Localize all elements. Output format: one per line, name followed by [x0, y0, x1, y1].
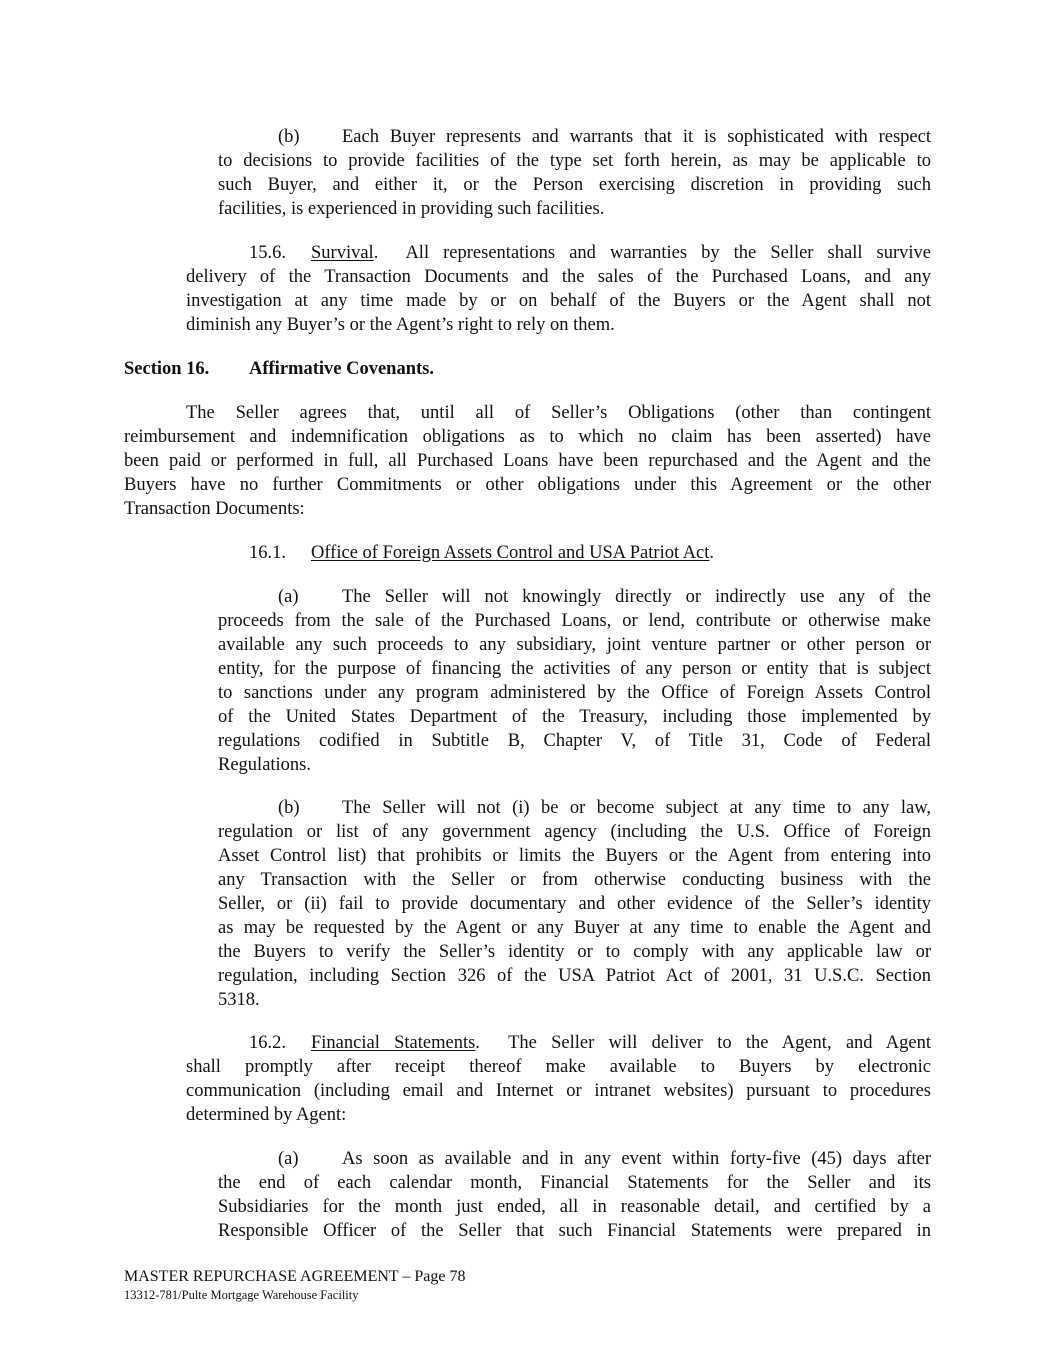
- text-line: to decisions to provide facilities of the type set forth herein, as may be applicable to: [218, 151, 931, 171]
- paragraph: [218, 796, 931, 1012]
- text-line: available any such proceeds to any subsidiary, joint venture partner or other person or: [218, 635, 931, 655]
- text-line: the Buyers to verify the Seller’s identity or to comply with any applicable law or: [218, 942, 931, 962]
- text-line: regulations codified in Subtitle B, Chapter V, of Title 31, Code of Federal: [218, 731, 931, 751]
- text-line: [186, 541, 931, 565]
- section-number: 16.1.: [249, 543, 286, 563]
- paragraph-label: (a): [278, 587, 299, 607]
- text-line: proceeds from the sale of the Purchased Loans, or lend, contribute or otherwise make: [218, 611, 931, 631]
- text-line: Responsible Officer of the Seller that such Financial Statements were prepared in: [218, 1221, 931, 1241]
- line-text: .: [709, 543, 715, 563]
- text-line: shall promptly after receipt thereof make available to Buyers by electronic: [186, 1057, 931, 1077]
- text-line: entity, for the purpose of financing the activities of any person or entity that is subject: [218, 659, 931, 679]
- text-line: determined by Agent:: [186, 1105, 347, 1125]
- line-text: Each Buyer represents and warrants that it is sophisticated with respect: [342, 127, 931, 147]
- text-line: of the United States Department of the Treasury, including those implemented by: [218, 707, 931, 727]
- text-line: facilities, is experienced in providing such facilities.: [218, 199, 605, 219]
- paragraph-label: (b): [278, 127, 300, 147]
- section-number: 16.2.: [249, 1033, 286, 1053]
- line-text: As soon as available and in any event within forty-five (45) days after: [342, 1149, 931, 1169]
- paragraph: [218, 125, 931, 221]
- text-line: Regulations.: [218, 755, 312, 775]
- text-line: Transaction Documents:: [124, 499, 305, 519]
- paragraph: [218, 585, 931, 777]
- subsection-title: Office of Foreign Assets Control and USA Patriot Act: [311, 543, 710, 563]
- line-text: . All representations and warranties by the Seller shall survive: [373, 243, 931, 263]
- text-line: The Seller agrees that, until all of Seller’s Obligations (other than contingent: [186, 403, 931, 423]
- section-title: Affirmative Covenants.: [249, 359, 434, 379]
- paragraph: [186, 541, 931, 565]
- text-line: such Buyer, and either it, or the Person exercising discretion in providing such: [218, 175, 931, 195]
- text-line: [218, 1147, 931, 1171]
- text-line: as may be requested by the Agent or any Buyer at any time to enable the Agent and: [218, 918, 931, 938]
- text-line: reimbursement and indemnification obligations as to which no claim has been asserted) have: [124, 427, 931, 447]
- text-line: the end of each calendar month, Financial Statements for the Seller and its: [218, 1173, 931, 1193]
- text-line: [186, 241, 931, 265]
- text-line: 5318.: [218, 990, 260, 1010]
- subsection-title: Survival: [311, 243, 374, 263]
- text-line: to sanctions under any program administered by the Office of Foreign Assets Control: [218, 683, 931, 703]
- text-line: regulation or list of any government agency (including the U.S. Office of Foreign: [218, 822, 931, 842]
- line-text: The Seller will not (i) be or become subject at any time to any law,: [342, 798, 931, 818]
- paragraph: [186, 241, 931, 337]
- text-line: Seller, or (ii) fail to provide documentary and other evidence of the Seller’s identity: [218, 894, 931, 914]
- footer-title: MASTER REPURCHASE AGREEMENT – Page 78: [124, 1268, 466, 1285]
- text-line: investigation at any time made by or on behalf of the Buyers or the Agent shall not: [186, 291, 931, 311]
- text-line: Asset Control list) that prohibits or limits the Buyers or the Agent from entering into: [218, 846, 931, 866]
- text-line: diminish any Buyer’s or the Agent’s right to rely on them.: [186, 315, 615, 335]
- text-line: Subsidiaries for the month just ended, all in reasonable detail, and certified by a: [218, 1197, 931, 1217]
- text-line: [218, 125, 931, 149]
- paragraph: [186, 1031, 931, 1127]
- section-number: 15.6.: [249, 243, 286, 263]
- text-line: Buyers have no further Commitments or other obligations under this Agreement or the other: [124, 475, 931, 495]
- text-line: [218, 585, 931, 609]
- paragraph: [124, 401, 931, 521]
- text-line: regulation, including Section 326 of the USA Patriot Act of 2001, 31 U.S.C. Section: [218, 966, 931, 986]
- text-line: communication (including email and Internet or intranet websites) pursuant to procedures: [186, 1081, 931, 1101]
- text-line: been paid or performed in full, all Purchased Loans have been repurchased and the Agent and the: [124, 451, 931, 471]
- text-line: [186, 1031, 931, 1055]
- line-text: The Seller will not knowingly directly or indirectly use any of the: [342, 587, 931, 607]
- footer-doc-id: 13312-781/Pulte Mortgage Warehouse Facility: [124, 1288, 359, 1302]
- paragraph-label: (b): [278, 798, 300, 818]
- subsection-title: Financial Statements: [311, 1033, 476, 1053]
- text-line: [218, 796, 931, 820]
- line-text: . The Seller will deliver to the Agent, and Agent: [475, 1033, 931, 1053]
- section-number: Section 16.: [124, 359, 210, 379]
- text-line: delivery of the Transaction Documents and the sales of the Purchased Loans, and any: [186, 267, 931, 287]
- paragraph: [218, 1147, 931, 1243]
- text-line: any Transaction with the Seller or from otherwise conducting business with the: [218, 870, 931, 890]
- paragraph-label: (a): [278, 1149, 299, 1169]
